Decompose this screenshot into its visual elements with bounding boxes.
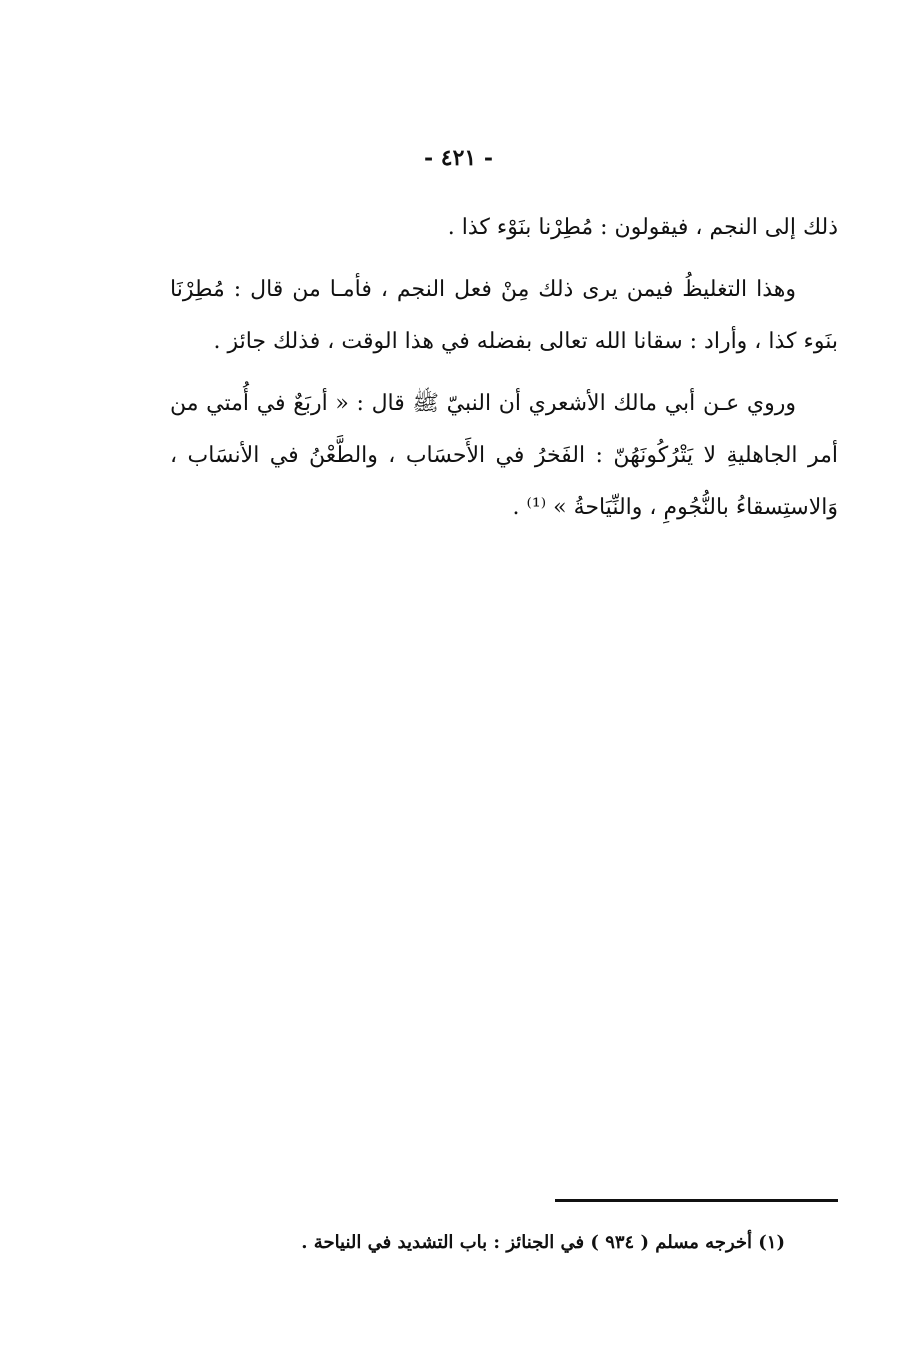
footnote: (١) أخرجه مسلم ( ٩٣٤ ) في الجنائز : باب التشديد في النياحة .	[301, 1232, 785, 1253]
footnote-divider	[555, 1199, 838, 1202]
paragraph-continuation: ذلك إلى النجم ، فيقولون : مُطِرْنا بنَوْء كذا .	[447, 215, 838, 240]
page-number: - ٤٢١ -	[423, 145, 494, 171]
paragraph-taghliz: وهذا التغليظُ فيمن يرى ذلك مِنْ فعل النجم ، فأمـا من قال : مُطِرْنَا بنَوء كذا ، وأراد : سقانا الله تعالى بفضله في هذا الوقت ، فذلك جائز .	[170, 277, 838, 354]
paragraph-hadith: وروي عـن أبي مالك الأشعري أن النبيّ ﷺ قال : « أربَعٌ في أُمتي من أمر الجاهليةِ لا يَتْرُكُونَهُنّ : الفَخرُ في الأَحسَاب ، والطَّعْنُ في الأنسَاب ، وَالاستِسقاءُ بالنُّجُومِ ، والنِّيَاحةُ » ⁽¹⁾ .	[170, 391, 838, 520]
main-text	[170, 202, 838, 544]
